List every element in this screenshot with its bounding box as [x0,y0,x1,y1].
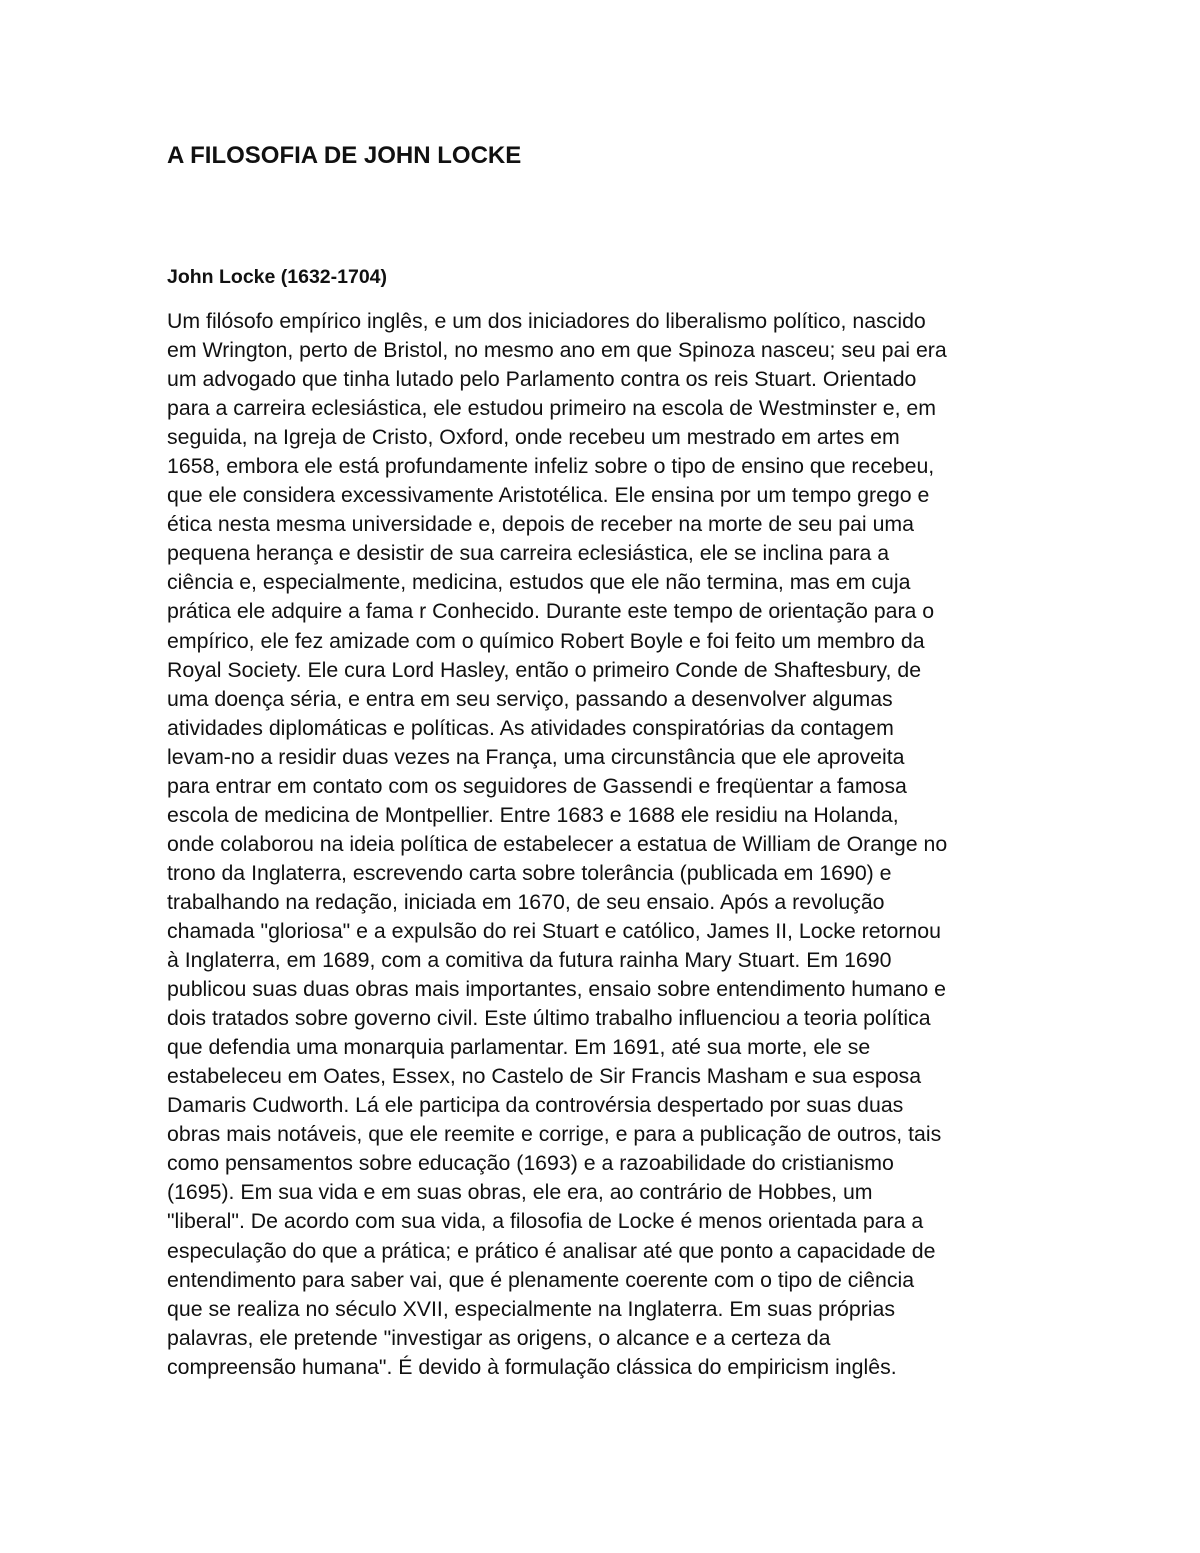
body-line: Damaris Cudworth. Lá ele participa da controvérsia despertado por suas duas [167,1093,904,1118]
body-line: que se realiza no século XVII, especialmente na Inglaterra. Em suas próprias [167,1296,896,1321]
body-line: atividades diplomáticas e políticas. As atividades conspiratórias da contagem [167,715,894,740]
body-line: especulação do que a prática; e prático é analisar até que ponto a capacidade de [167,1238,936,1263]
body-line: levam-no a residir duas vezes na França, uma circunstância que ele aproveita [167,744,905,769]
body-line: prática ele adquire a fama r Conhecido. Durante este tempo de orientação para o [167,599,935,624]
body-line: publicou suas duas obras mais importantes, ensaio sobre entendimento humano e [167,977,946,1002]
body-line: onde colaborou na ideia política de estabelecer a estatua de William de Orange no [167,831,948,856]
body-line: palavras, ele pretende "investigar as origens, o alcance e a certeza da [167,1325,831,1350]
body-line: que ele considera excessivamente Aristotélica. Ele ensina por um tempo grego e [167,483,930,508]
body-line: escola de medicina de Montpellier. Entre 1683 e 1688 ele residiu na Holanda, [167,802,899,827]
body-line: (1695). Em sua vida e em suas obras, ele era, ao contrário de Hobbes, um [167,1180,873,1205]
body-line: 1658, embora ele está profundamente infeliz sobre o tipo de ensino que recebeu, [167,454,935,479]
body-line: pequena herança e desistir de sua carreira eclesiástica, ele se inclina para a [167,541,890,566]
section-heading: John Locke (1632-1704) [167,266,388,288]
body-line: seguida, na Igreja de Cristo, Oxford, onde recebeu um mestrado em artes em [167,425,900,450]
body-line: empírico, ele fez amizade com o químico Robert Boyle e foi feito um membro da [167,628,925,653]
body-line: uma doença séria, e entra em seu serviço, passando a desenvolver algumas [167,686,893,711]
body-line: em Wrington, perto de Bristol, no mesmo ano em que Spinoza nasceu; seu pai era [167,338,947,363]
body-line: para a carreira eclesiástica, ele estudou primeiro na escola de Westminster e, em [167,396,937,421]
body-line: Royal Society. Ele cura Lord Hasley, então o primeiro Conde de Shaftesbury, de [167,657,922,682]
body-line: obras mais notáveis, que ele reemite e corrige, e para a publicação de outros, tais [167,1122,942,1147]
body-line: que defendia uma monarquia parlamentar. Em 1691, até sua morte, ele se [167,1035,871,1060]
body-line: como pensamentos sobre educação (1693) e a razoabilidade do cristianismo [167,1151,894,1176]
body-line: compreensão humana". É devido à formulação clássica do empiricism inglês. [167,1354,897,1379]
body-line: ética nesta mesma universidade e, depois de receber na morte de seu pai uma [167,512,915,537]
body-line: à Inglaterra, em 1689, com a comitiva da futura rainha Mary Stuart. Em 1690 [167,948,892,973]
body-line: para entrar em contato com os seguidores de Gassendi e freqüentar a famosa [167,773,907,798]
body-line: trono da Inglaterra, escrevendo carta sobre tolerância (publicada em 1690) e [167,860,892,885]
body-line: trabalhando na redação, iniciada em 1670, de seu ensaio. Após a revolução [167,889,885,914]
body-line: chamada "gloriosa" e a expulsão do rei Stuart e católico, James II, Locke retornou [167,918,941,943]
body-line: estabeleceu em Oates, Essex, no Castelo de Sir Francis Masham e sua esposa [167,1064,922,1089]
body-line: dois tratados sobre governo civil. Este último trabalho influenciou a teoria política [167,1006,931,1031]
body-line: um advogado que tinha lutado pelo Parlamento contra os reis Stuart. Orientado [167,367,917,392]
body-line: "liberal". De acordo com sua vida, a filosofia de Locke é menos orientada para a [167,1209,924,1234]
body-line: ciência e, especialmente, medicina, estudos que ele não termina, mas em cuja [167,570,911,595]
body-line: entendimento para saber vai, que é plenamente coerente com o tipo de ciência [167,1267,915,1292]
body-line: Um filósofo empírico inglês, e um dos iniciadores do liberalismo político, nascido [167,309,926,333]
body-paragraph [167,307,1047,1382]
document-title: A FILOSOFIA DE JOHN LOCKE [167,142,522,169]
